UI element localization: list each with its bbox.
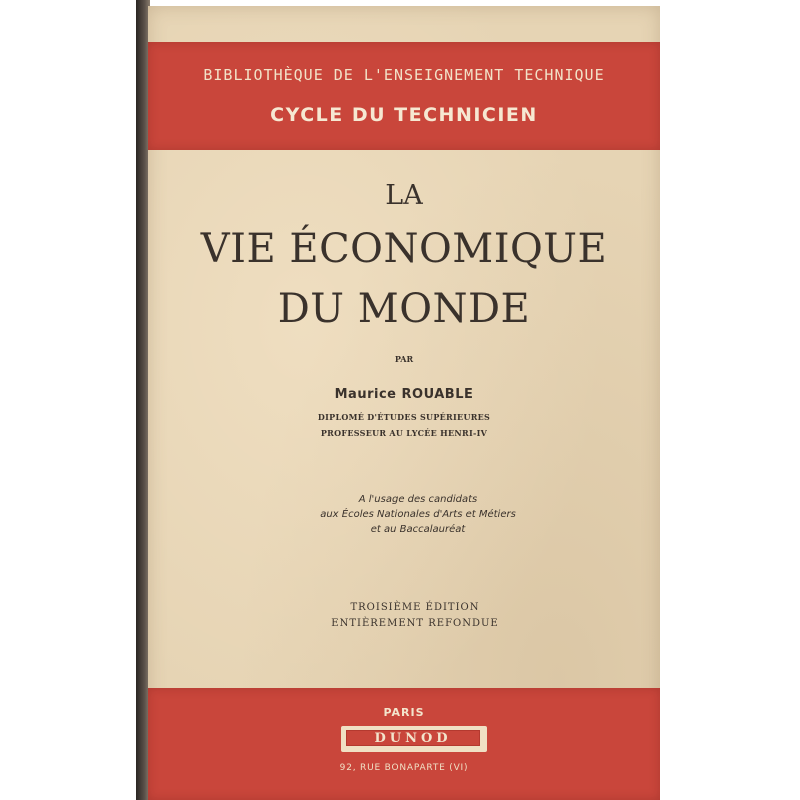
usage-line-2: aux Écoles Nationales d'Arts et Métiers bbox=[320, 509, 516, 520]
title-article: LA bbox=[385, 180, 423, 211]
author-name: Maurice ROUABLE bbox=[334, 387, 474, 402]
book-cover bbox=[148, 6, 660, 800]
publisher-logo bbox=[341, 726, 487, 752]
by-label: PAR bbox=[394, 354, 414, 364]
publisher-name: DUNOD bbox=[374, 731, 452, 746]
edition-line-1: TROISIÈME ÉDITION bbox=[350, 602, 480, 613]
author-credential-1: DIPLOMÉ D'ÉTUDES SUPÉRIEURES bbox=[317, 412, 491, 422]
usage-line-1: A l'usage des candidats bbox=[358, 494, 478, 505]
usage-line-3: et au Baccalauréat bbox=[370, 524, 466, 535]
author-credential-2: PROFESSEUR AU LYCÉE HENRI-IV bbox=[320, 428, 488, 438]
series-band bbox=[148, 42, 660, 150]
publisher-logo-frame bbox=[346, 730, 480, 746]
title-line-1: VIE ÉCONOMIQUE bbox=[200, 226, 608, 272]
cycle-title: CYCLE DU TECHNICIEN bbox=[270, 104, 538, 126]
series-title: BIBLIOTHÈQUE DE L'ENSEIGNEMENT TECHNIQUE bbox=[203, 66, 605, 84]
publisher-band bbox=[148, 688, 660, 800]
edition-line-2: ENTIÈREMENT REFONDUE bbox=[331, 618, 499, 629]
publisher-address: 92, RUE BONAPARTE (VI) bbox=[339, 763, 469, 773]
title-line-2: DU MONDE bbox=[277, 286, 531, 332]
publisher-city: PARIS bbox=[383, 706, 425, 719]
